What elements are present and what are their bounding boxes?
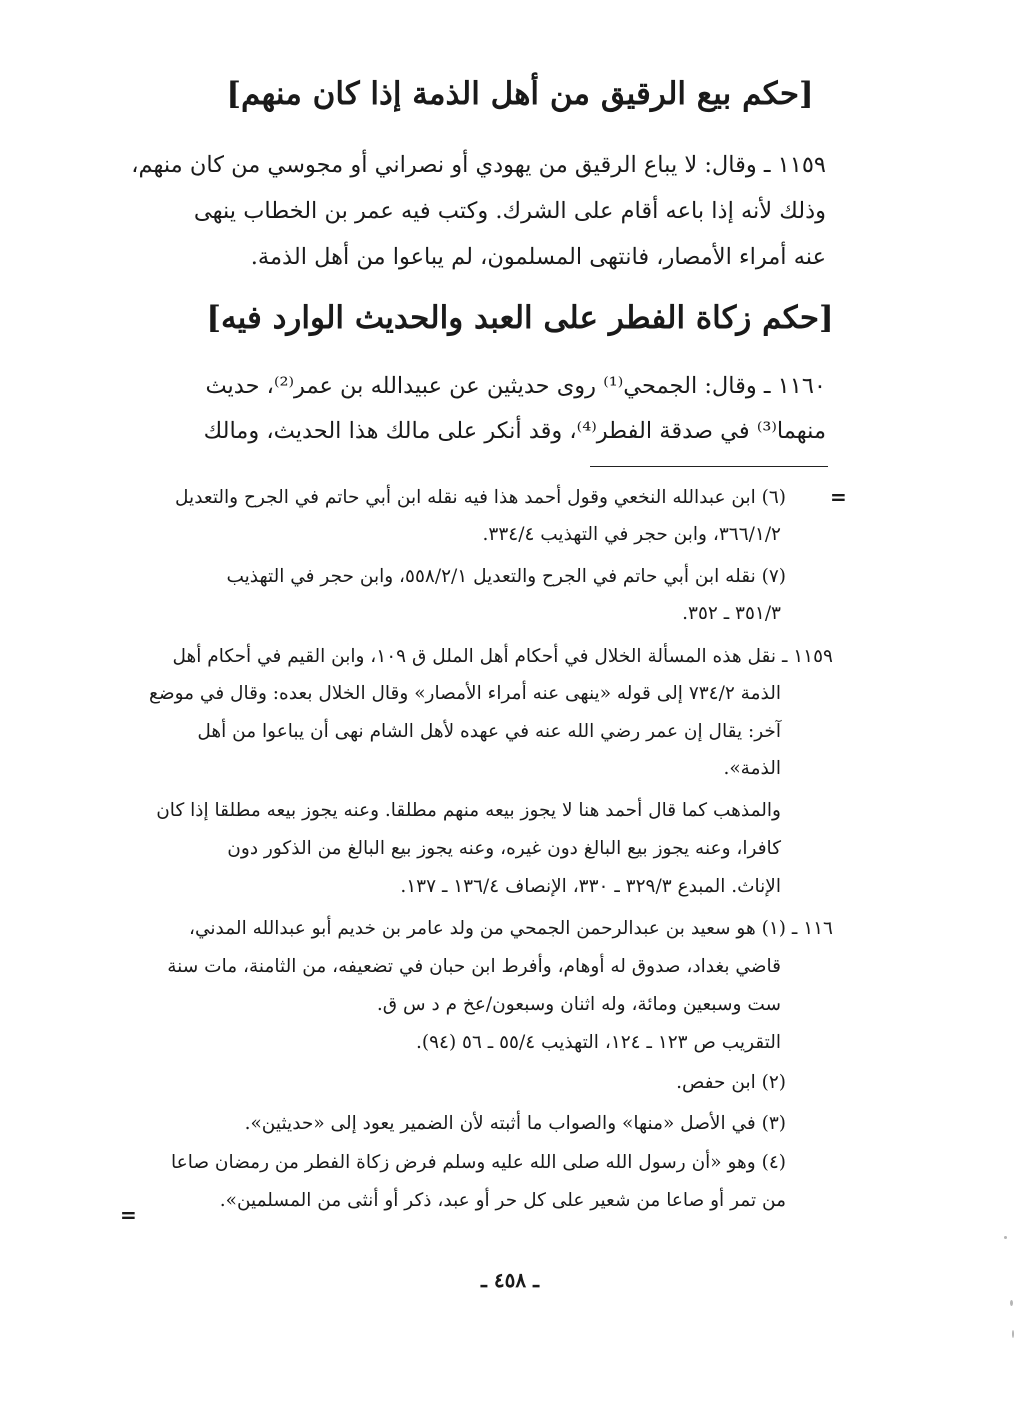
paragraph-1159-line-3: عنه أمراء الأمصار، فانتهى المسلمون، لم يباعوا من أهل الذمة.: [250, 244, 826, 270]
footnote-line: كافرا، وعنه يجوز بيع البالغ دون غيره، وعنه يجوز بيع البالغ من الذكور دون: [227, 838, 781, 859]
paragraph-1159-line-2: وذلك لأنه إذا باعه أقام على الشرك. وكتب فيه عمر بن الخطاب ينهى: [193, 198, 826, 224]
footnote-line: (٧) نقله ابن أبي حاتم في الجرح والتعديل ٥٥٨/٢/١، وابن حجر في التهذيب: [226, 566, 786, 587]
footnote-line: (٢) ابن حفص.: [676, 1072, 786, 1093]
section-heading-zakat-fitr: [حكم زكاة الفطر على العبد والحديث الوارد فيه]: [206, 300, 834, 336]
footnote-separator: [590, 466, 828, 467]
footnote-line: ٣٥١/٣ ـ ٣٥٢.: [682, 603, 781, 624]
paragraph-1160-line-1: ١١٦٠ ـ وقال: الجمحي⁽¹⁾ روى حديثين عن عبيدالله بن عمر⁽²⁾، حديث: [205, 373, 826, 399]
page-number: ـ ٤٥٨ ـ: [481, 1268, 539, 1292]
footnote-line: (٤) وهو «أن رسول الله صلى الله عليه وسلم فرض زكاة الفطر من رمضان صاعا: [171, 1152, 786, 1173]
footnote-line: (٦) ابن عبدالله النخعي وقول أحمد هذا فيه نقله ابن أبي حاتم في الجرح والتعديل: [175, 487, 786, 508]
footnote-line: من تمر أو صاعا من شعير على كل حر أو عبد، ذكر أو أنثى من المسلمين».: [219, 1190, 786, 1211]
footnote-line: والمذهب كما قال أحمد هنا لا يجوز بيعه منهم مطلقا. وعنه يجوز بيعه مطلقا إذا كان: [156, 800, 781, 821]
section-heading-slave-sale: [حكم بيع الرقيق من أهل الذمة إذا كان منهم]: [226, 76, 814, 112]
footnote-line: الذمة ٧٣٤/٢ إلى قوله «ينهى عنه أمراء الأمصار» وقال الخلال بعده: وقال في موضع: [149, 683, 781, 704]
scan-speck: [1012, 1330, 1014, 1338]
paragraph-1160-line-2: منهما⁽³⁾ في صدقة الفطر⁽⁴⁾، وقد أنكر على مالك هذا الحديث، ومالك: [203, 418, 826, 444]
footnote-line: الإناث. المبدع ٣٢٩/٣ ـ ٣٣٠، الإنصاف ١٣٦/٤ ـ ١٣٧.: [400, 876, 781, 897]
scan-speck: [1004, 1236, 1007, 1239]
footnote-line: الذمة».: [723, 758, 781, 779]
paragraph-1159-line-1: ١١٥٩ ـ وقال: لا يباع الرقيق من يهودي أو نصراني أو مجوسي من كان منهم،: [131, 152, 826, 178]
footnote-line: قاضي بغداد، صدوق له أوهام، وأفرط ابن حبان في تضعيفه، من الثامنة، مات سنة: [167, 956, 781, 977]
footnote-line: ٣٦٦/١/٢، وابن حجر في التهذيب ٣٣٤/٤.: [482, 524, 781, 545]
footnote-line: ١١٥٩ ـ نقل هذه المسألة الخلال في أحكام أهل الملل ق ١٠٩، وابن القيم في أحكام أهل: [172, 646, 833, 667]
footnote-line: ست وسبعين ومائة، وله اثنان وسبعون/عخ م د س ق.: [376, 994, 781, 1015]
end-continuation-mark: =: [120, 1203, 137, 1227]
footnote-line: ١١٦ ـ (١) هو سعيد بن عبدالرحمن الجمحي من ولد عامر بن خديم أبو عبدالله المدني،: [188, 918, 833, 939]
scan-speck: [1010, 1300, 1013, 1306]
continuation-mark: =: [830, 485, 847, 509]
footnote-line: (٣) في الأصل «منها» والصواب ما أثبته لأن الضمير يعود إلى «حديثين».: [244, 1113, 786, 1134]
footnote-line: التقريب ص ١٢٣ ـ ١٢٤، التهذيب ٥٥/٤ ـ ٥٦ (٩٤).: [415, 1032, 781, 1053]
footnote-line: آخر: يقال إن عمر رضي الله عنه في عهده لأهل الشام نهى أن يباعوا من أهل: [197, 721, 781, 742]
